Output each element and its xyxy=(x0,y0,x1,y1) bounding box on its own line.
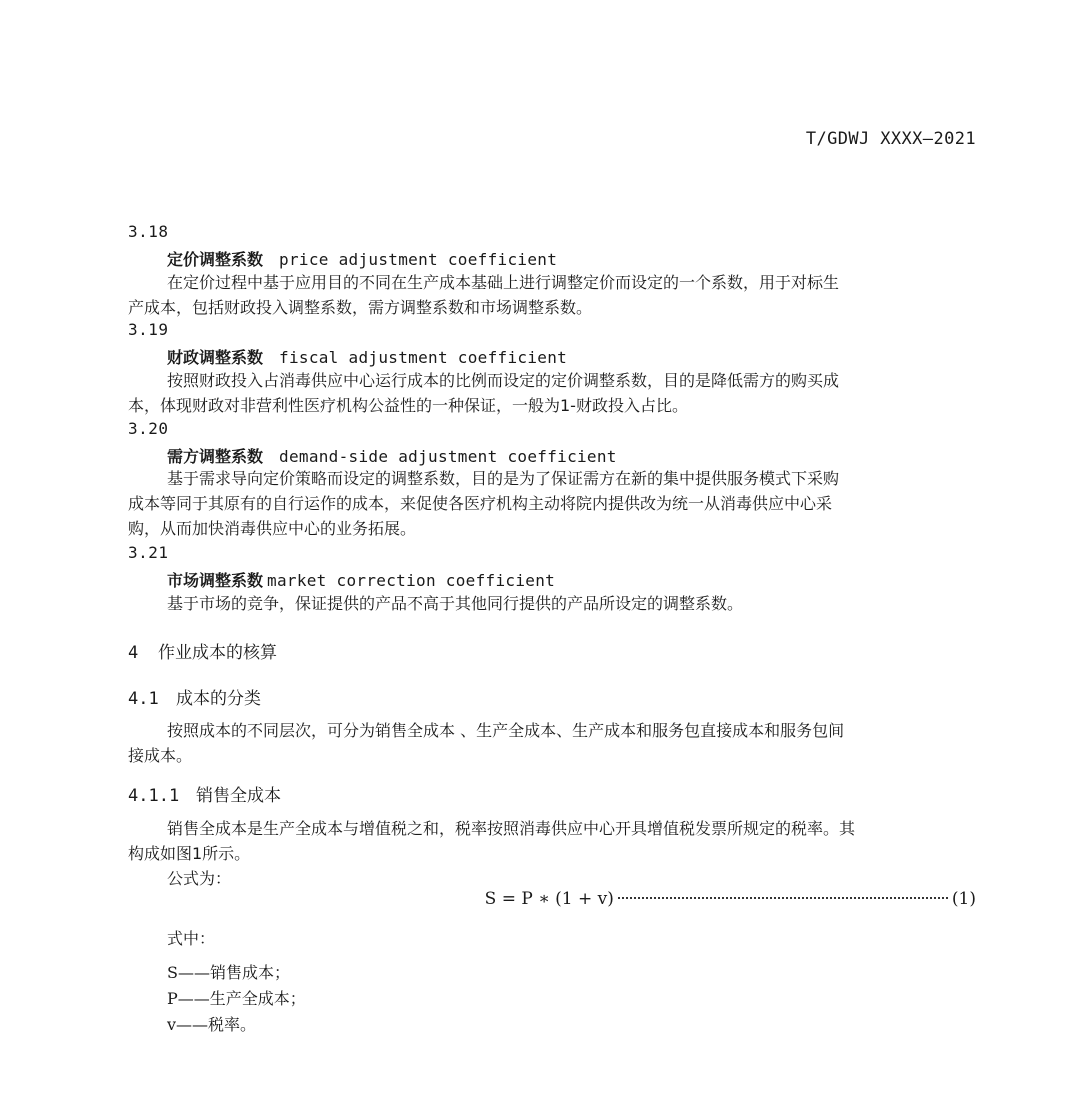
term-number: 3.21 xyxy=(128,543,169,562)
formula-number: (1) xyxy=(951,889,976,909)
section-number: 4.1.1 xyxy=(128,786,180,806)
section-title: 销售全成本 xyxy=(196,786,281,806)
term-definition-line: 基于市场的竞争，保证提供的产品不高于其他同行提供的产品所设定的调整系数。 xyxy=(167,594,744,613)
term-number: 3.20 xyxy=(128,419,169,438)
section-heading xyxy=(128,781,281,806)
term-definition-line: 购，从而加快消毒供应中心的业务拓展。 xyxy=(128,519,417,538)
term-en: market correction coefficient xyxy=(267,571,556,590)
term-zh: 财政调整系数 xyxy=(167,348,264,367)
term-zh: 需方调整系数 xyxy=(167,447,264,466)
term-number: 3.18 xyxy=(128,222,169,241)
term-en: fiscal adjustment coefficient xyxy=(279,348,568,367)
term-heading xyxy=(167,345,567,368)
dot-leader xyxy=(618,897,948,899)
section-number: 4 xyxy=(128,643,139,663)
variable-definition: S——销售成本； xyxy=(167,963,290,982)
term-definition-line: 产成本，包括财政投入调整系数，需方调整系数和市场调整系数。 xyxy=(128,298,593,317)
term-en: price adjustment coefficient xyxy=(279,250,558,269)
body-line: 构成如图1所示。 xyxy=(128,844,251,863)
variable-definition: P——生产全成本； xyxy=(167,989,306,1008)
term-heading xyxy=(167,247,557,270)
formula: S = P ∗ (1 + v) xyxy=(484,889,614,909)
formula-intro: 公式为： xyxy=(167,869,232,888)
document-code: T/GDWJ XXXX—2021 xyxy=(805,129,976,149)
term-en: demand-side adjustment coefficient xyxy=(279,447,617,466)
term-zh: 定价调整系数 xyxy=(167,250,264,269)
body-line: 接成本。 xyxy=(128,746,193,765)
section-title: 成本的分类 xyxy=(176,689,261,709)
where-label: 式中： xyxy=(167,929,216,948)
term-definition-line: 在定价过程中基于应用目的不同在生产成本基础上进行调整定价而设定的一个系数，用于对标生 xyxy=(167,273,840,292)
body-line: 按照成本的不同层次，可分为销售全成本 、生产全成本、生产成本和服务包直接成本和服务包间 xyxy=(167,721,845,740)
variable-definition: v——税率。 xyxy=(167,1015,257,1034)
term-definition-line: 基于需求导向定价策略而设定的调整系数，目的是为了保证需方在新的集中提供服务模式下采购 xyxy=(167,469,840,488)
term-zh: 市场调整系数 xyxy=(167,571,264,590)
body-line: 销售全成本是生产全成本与增值税之和，税率按照消毒供应中心开具增值税发票所规定的税率。其 xyxy=(167,819,856,838)
term-heading xyxy=(167,568,555,591)
term-definition-line: 成本等同于其原有的自行运作的成本，来促使各医疗机构主动将院内提供改为统一从消毒供应中心采 xyxy=(128,494,833,513)
formula-row xyxy=(485,889,976,909)
section-number: 4.1 xyxy=(128,689,159,709)
section-heading xyxy=(128,684,261,709)
section-heading xyxy=(128,638,277,663)
term-number: 3.19 xyxy=(128,320,169,339)
term-heading xyxy=(167,444,617,467)
term-definition-line: 按照财政投入占消毒供应中心运行成本的比例而设定的定价调整系数，目的是降低需方的购买成 xyxy=(167,371,840,390)
term-definition-line: 本，体现财政对非营利性医疗机构公益性的一种保证，一般为1-财政投入占比。 xyxy=(128,396,688,415)
section-title: 作业成本的核算 xyxy=(158,643,277,663)
